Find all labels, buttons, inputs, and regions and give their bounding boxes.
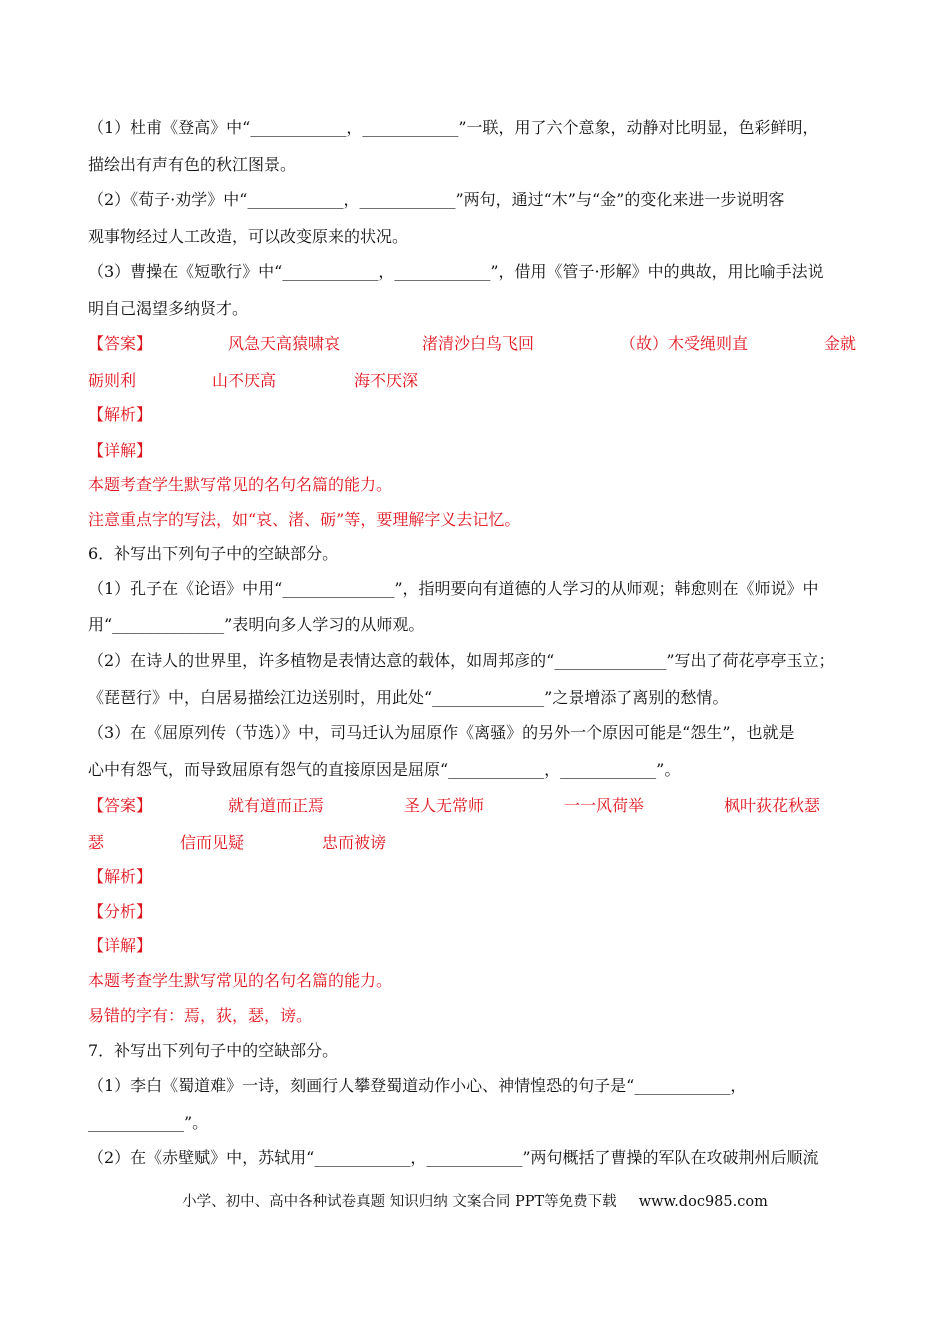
q6-explain-2: 易错的字有：焉，荻，瑟，谤。 [88, 1006, 313, 1025]
page-footer [0, 1192, 950, 1212]
q6-detail-tag: 【详解】 [88, 936, 153, 955]
q5-line-4: 观事物经过人工改造，可以改变原来的状况。 [88, 227, 409, 246]
q7-line-1: 7．补写出下列句子中的空缺部分。 [88, 1041, 339, 1060]
q6-explain-1: 本题考查学生默写常见的名句名篇的能力。 [88, 971, 393, 990]
q5-analysis-tag: 【解析】 [88, 405, 153, 424]
q5-line-5: （3）曹操在《短歌行》中“____________，____________”，借用《管子·形解》中的典故，用比喻手法说 [88, 262, 824, 281]
q6-line-3: 用“______________”表明向多人学习的从师观。 [88, 615, 425, 634]
q5-answer-5: 砺则利 [88, 371, 137, 390]
q6-fenxi-tag: 【分析】 [88, 902, 153, 921]
q5-explain-2: 注意重点字的写法，如“哀、渚、砺”等，要理解字义去记忆。 [88, 510, 521, 529]
q6-answer-5: 瑟 [88, 833, 105, 852]
q5-answer-2: 渚清沙白鸟飞回 [422, 334, 535, 353]
q6-answer-1: 就有道而正焉 [228, 796, 325, 815]
q5-line-3: （2）《荀子·劝学》中“____________，____________”两句，通过“木”与“金”的变化来进一步说明客 [88, 190, 785, 209]
q5-answer-3: （故）木受绳则直 [620, 334, 749, 353]
q5-answer-1: 风急天高猿啸哀 [228, 334, 341, 353]
q5-line-6: 明自己渴望多纳贤才。 [88, 299, 249, 318]
footer-text: 小学、初中、高中各种试卷真题 知识归纳 文案合同 PPT等免费下载 [182, 1194, 617, 1210]
q5-line-2: 描绘出有声有色的秋江图景。 [88, 155, 297, 174]
q5-answer-6: 山不厌高 [212, 371, 277, 390]
q6-analysis-tag: 【解析】 [88, 867, 153, 886]
q6-line-6: （3）在《屈原列传（节选）》中，司马迁认为屈原作《离骚》的另外一个原因可能是“怨生”，也就是 [88, 723, 795, 742]
q6-line-2: （1）孔子在《论语》中用“______________”，指明要向有道德的人学习的从师观；韩愈则在《师说》中 [88, 579, 819, 598]
q6-answer-6: 信而见疑 [180, 833, 245, 852]
q6-answer-3: 一一风荷举 [564, 796, 645, 815]
q5-line-1: （1）杜甫《登高》中“____________，____________”一联，用了六个意象，动静对比明显，色彩鲜明， [88, 118, 819, 137]
q5-answer-tag: 【答案】 [88, 334, 153, 353]
q5-answer-7: 海不厌深 [354, 371, 419, 390]
q6-line-5: 《琵琶行》中，白居易描绘江边送别时，用此处“______________”之景增添了离别的愁情。 [88, 688, 729, 707]
q6-answer-tag: 【答案】 [88, 796, 153, 815]
q6-line-1: 6．补写出下列句子中的空缺部分。 [88, 544, 339, 563]
q6-line-4: （2）在诗人的世界里，许多植物是表情达意的载体，如周邦彦的“______________”写出了荷花亭亭玉立； [88, 651, 835, 670]
footer-url[interactable]: www.doc985.com [638, 1194, 768, 1210]
q6-answer-2: 圣人无常师 [404, 796, 485, 815]
q7-line-3: ____________”。 [88, 1113, 209, 1132]
q6-line-7: 心中有怨气，而导致屈原有怨气的直接原因是屈原“____________，____________”。 [88, 760, 681, 779]
q5-explain-1: 本题考查学生默写常见的名句名篇的能力。 [88, 475, 393, 494]
q6-answer-4: 枫叶荻花秋瑟 [724, 796, 821, 815]
q5-detail-tag: 【详解】 [88, 441, 153, 460]
q7-line-2: （1）李白《蜀道难》一诗，刻画行人攀登蜀道动作小心、神情惶恐的句子是“____________， [88, 1076, 747, 1095]
q6-answer-7: 忠而被谤 [322, 833, 387, 852]
q5-answer-4: 金就 [824, 334, 857, 353]
q7-line-4: （2）在《赤壁赋》中，苏轼用“____________，____________”两句概括了曹操的军队在攻破荆州后顺流 [88, 1148, 819, 1167]
